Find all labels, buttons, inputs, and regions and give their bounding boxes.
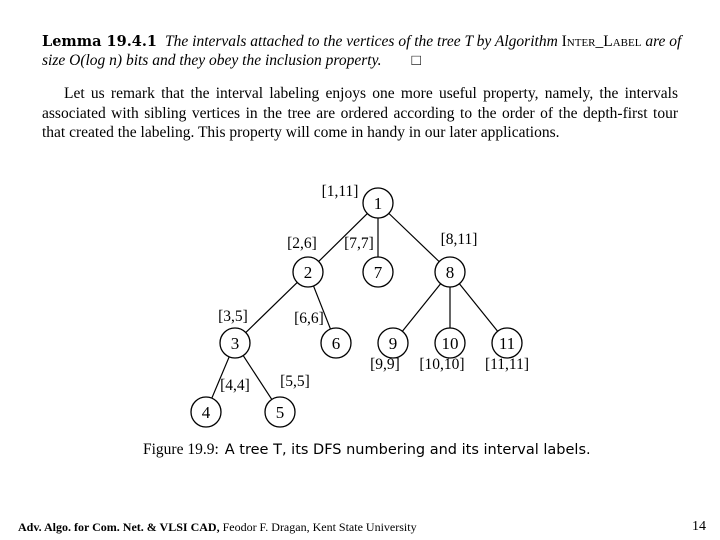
interval-label: [1,11] [321,183,359,200]
page-number: 14 [692,519,706,534]
figure-caption [143,441,591,459]
tree-node-label: 8 [445,263,455,282]
tree-node-label: 9 [388,334,398,353]
caption-text: A tree T, its DFS numbering and its interval labels. [224,442,591,458]
tree-node-label: 3 [230,334,240,353]
lemma-statement-part1: The intervals attached to the vertices of the tree T by Algorithm [165,33,562,50]
interval-label: [9,9] [370,356,400,373]
tree-node-label: 7 [373,263,383,282]
tree-edge [389,213,439,261]
qed-icon: □ [411,52,421,69]
tree-node-label: 2 [303,263,313,282]
lemma-algorithm-name: Inter_Label [561,33,642,50]
tree-node-label: 1 [373,194,383,213]
interval-label: [6,6] [294,310,324,327]
tree-node-label: 6 [331,334,341,353]
tree-node-label: 5 [275,403,285,422]
tree-edge [459,284,497,332]
tree-edge [402,284,440,332]
interval-label: [4,4] [220,377,250,394]
tree-node-label: 4 [201,403,211,422]
interval-label: [7,7] [344,235,374,252]
tree-edge [246,282,297,332]
footer [18,520,417,535]
interval-label: [5,5] [280,373,310,390]
remark-paragraph: Let us remark that the interval labeling enjoys one more useful property, namely, the intervals associated with sibling vertices in the tree are ordered according to the order of the depth-first tour that created the labeling. This property will come in handy in our later applications. [42,85,678,141]
interval-label: [11,11] [484,356,530,373]
lemma-statement-part2: are of size O(log n) bits and they obey the inclusion property. [42,33,682,69]
tree-node-label: 11 [498,334,516,353]
tree-node-label: 10 [441,334,459,353]
interval-label: [2,6] [287,235,317,252]
footer-author: Feodor F. Dragan, Kent State University [219,520,417,534]
caption-label: Figure 19.9: [143,441,219,458]
interval-label: [3,5] [218,308,248,325]
interval-label: [10,10] [419,356,465,373]
footer-course: Adv. Algo. for Com. Net. & VLSI CAD, [18,520,220,534]
lemma-heading: Lemma 19.4.1 [42,33,158,50]
interval-label: [8,11] [440,231,478,248]
